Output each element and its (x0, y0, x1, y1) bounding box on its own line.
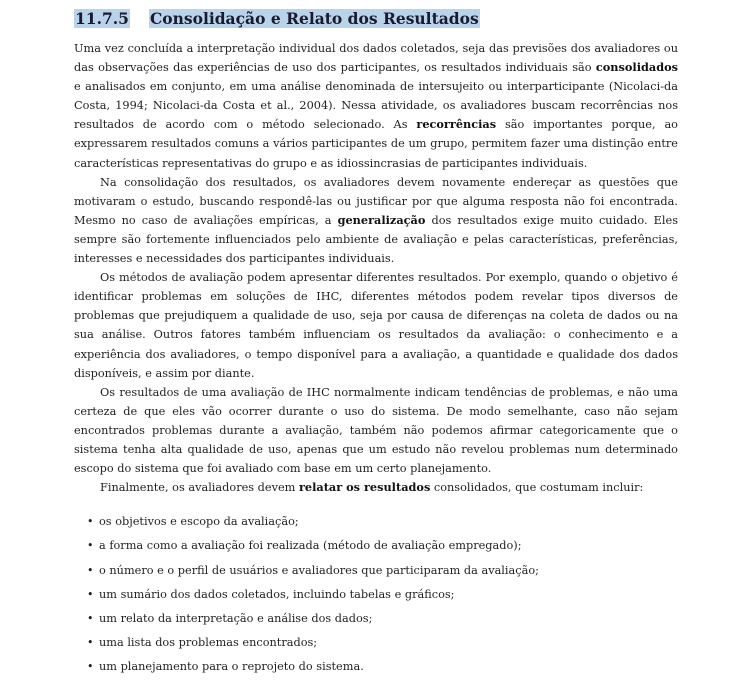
report-contents-list (74, 510, 678, 679)
text-run: Na consolidação dos resultados, os avaliadores devem novamente endereçar as questões que motivaram o estudo, buscando respondê-las ou justificar por que alguma resposta não foi encontrada. Mesmo no caso de avaliações empíricas, a (74, 175, 678, 227)
emphasis-term: recorrências (416, 117, 497, 132)
paragraph-4 (74, 383, 678, 478)
bullet-icon: • (87, 515, 94, 529)
list-item-text: a forma como a avaliação foi realizada (método de avaliação empregado); (99, 539, 522, 553)
emphasis-term: relatar os resultados (298, 480, 431, 495)
list-item (74, 655, 678, 679)
emphasis-term: consolidados (595, 60, 678, 75)
list-item-text: um relato da interpretação e análise dos dados; (99, 612, 373, 626)
list-item-text: um planejamento para o reprojeto do sistema. (99, 660, 364, 674)
section-heading (74, 8, 678, 30)
text-run: Uma vez concluída a interpretação individual dos dados coletados, seja das previsões dos avaliadores ou das observações das experiências de uso dos participantes, os resultados individuais são (74, 42, 678, 75)
section-title: Consolidação e Relato dos Resultados (149, 9, 479, 28)
bullet-icon: • (87, 612, 94, 626)
text-run: e analisados em conjunto, em uma análise denominada de intersujeito ou interparticipante (Nicolaci-da Costa, 1994; Nicolaci-da Costa et al., 2004). Nessa atividade, os avaliadores buscam recorrências nos resultados de acordo com o método selecionado. As (74, 80, 678, 132)
paragraph-3 (74, 268, 678, 383)
list-item (74, 534, 678, 558)
list-item (74, 607, 678, 631)
document-page (74, 8, 678, 680)
text-run: Finalmente, os avaliadores devem (100, 481, 299, 495)
text-run: consolidados, que costumam incluir: (430, 481, 644, 495)
bullet-icon: • (87, 539, 94, 553)
text-run: dos resultados exige muito cuidado. Eles sempre são fortemente influenciados pelo ambiente de avaliação e pelas características, preferências, interesses e necessidades dos participantes individuais. (74, 213, 678, 266)
section-number: 11.7.5 (75, 9, 129, 28)
paragraph-1 (74, 39, 678, 173)
list-item-text: o número e o perfil de usuários e avaliadores que participaram da avaliação; (99, 563, 539, 577)
paragraph-5 (74, 478, 678, 497)
body-text (74, 39, 678, 497)
bullet-icon: • (87, 660, 94, 674)
text-run: são importantes porque, ao expressarem resultados comuns a vários participantes de um grupo, permitem fazer uma distinção entre características representativas do grupo e as idiossincrasias de participantes individuais. (74, 118, 678, 170)
list-item (74, 510, 678, 534)
list-item-text: os objetivos e escopo da avaliação; (99, 515, 299, 529)
bullet-icon: • (87, 636, 94, 650)
list-item (74, 559, 678, 583)
bullet-icon: • (87, 587, 94, 601)
list-item (74, 631, 678, 655)
bullet-icon: • (87, 563, 94, 577)
list-item (74, 583, 678, 607)
list-item-text: um sumário dos dados coletados, incluindo tabelas e gráficos; (99, 587, 455, 601)
list-item-text: uma lista dos problemas encontrados; (99, 636, 318, 650)
paragraph-2 (74, 173, 678, 268)
emphasis-term: generalização (337, 212, 426, 227)
text-run: Os métodos de avaliação podem apresentar diferentes resultados. Por exemplo, quando o objetivo é identificar problemas em soluções de IHC, diferentes métodos podem revelar tipos diversos de problemas que prejudiquem a qualidade de uso, seja por causa de diferenças na coleta de dados ou na sua análise. Outros fatores também influenciam os resultados da avaliação: o conhecimento e a experiência dos avaliadores, o tempo disponível para a avaliação, a quantidade e qualidade dos dados disponíveis, e assim por diante. (74, 271, 678, 380)
text-run: Os resultados de uma avaliação de IHC normalmente indicam tendências de problemas, e não uma certeza de que eles vão ocorrer durante o uso do sistema. De modo semelhante, caso não sejam encontrados problemas durante a avaliação, também não podemos afirmar categoricamente que o sistema tenha alta qualidade de uso, apenas que um estudo não revelou problemas num determinado escopo do sistema que foi avaliado com base em um certo planejamento. (74, 385, 678, 476)
